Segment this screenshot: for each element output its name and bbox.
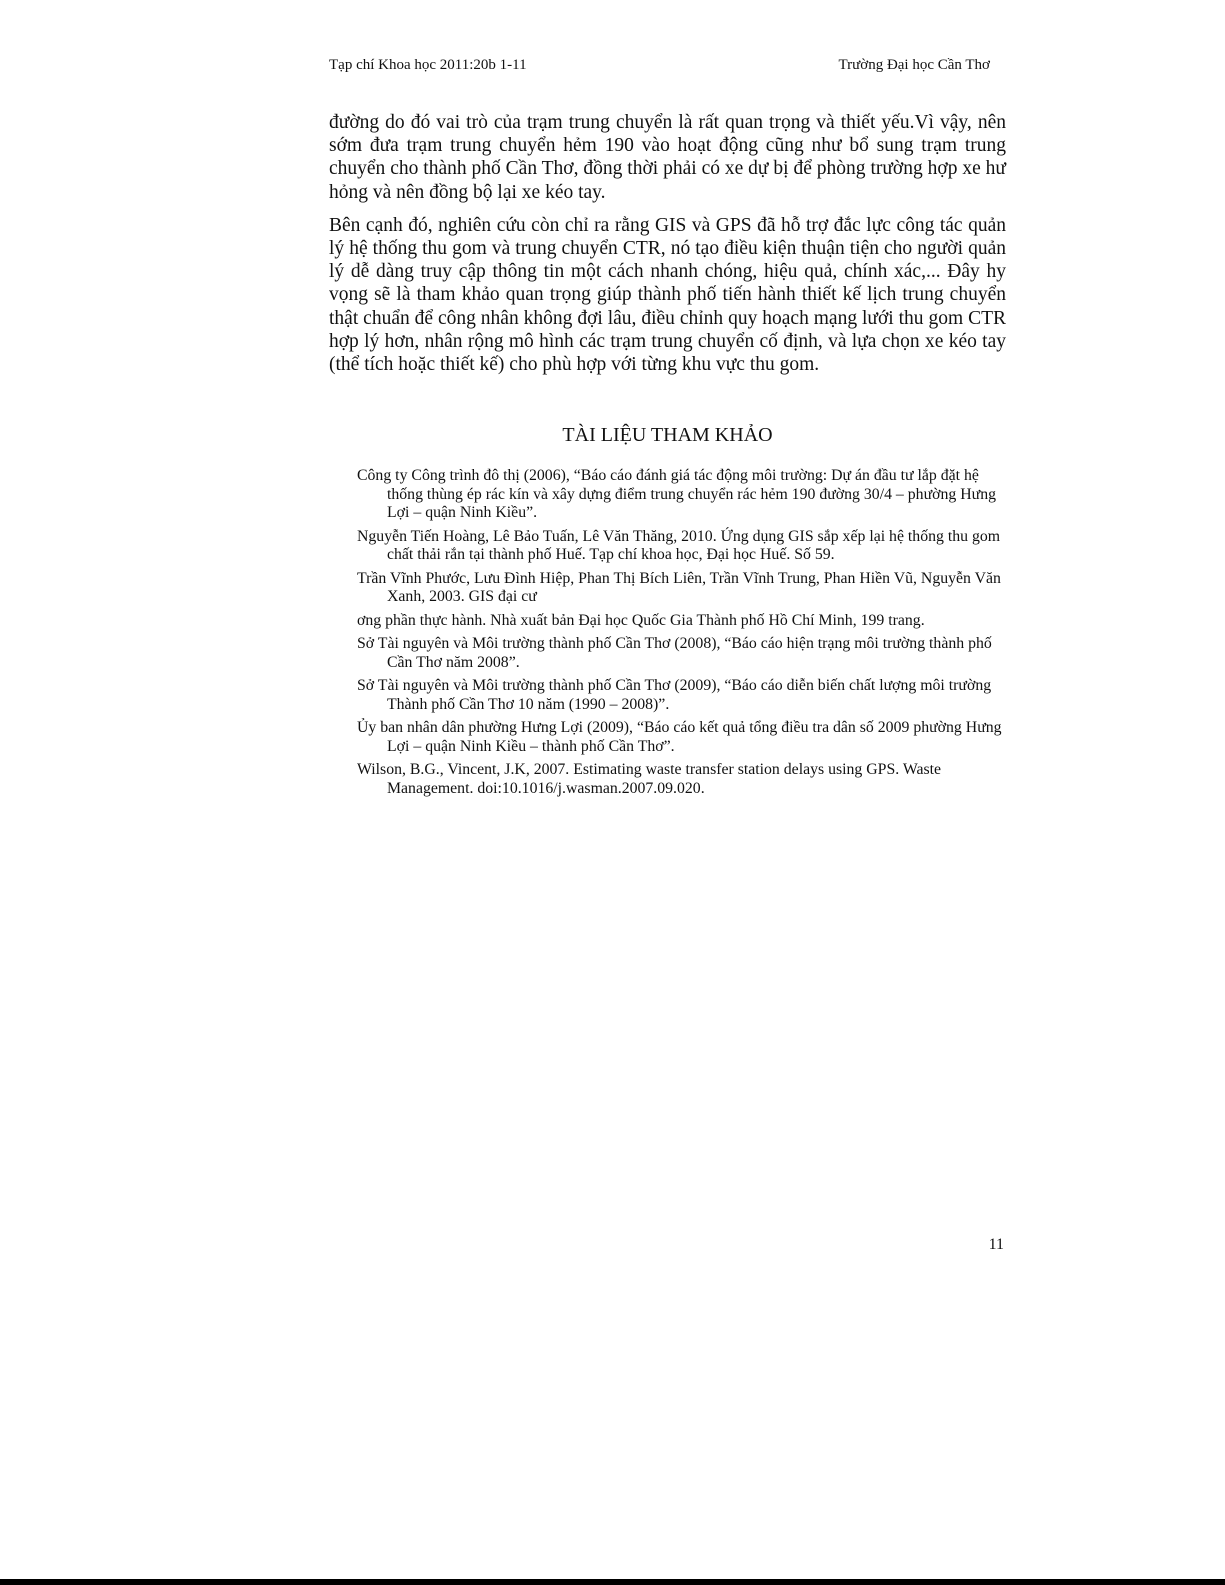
institution-name: Trường Đại học Cần Thơ [838,57,990,73]
page-number: 11 [988,1236,1004,1253]
reference-item: Wilson, B.G., Vincent, J.K, 2007. Estimating waste transfer station delays using GPS. Waste Management. doi:10.1016/j.wasman.2007.09.020. [357,761,942,797]
reference-item: Sở Tài nguyên và Môi trường thành phố Cần Thơ (2009), “Báo cáo diễn biến chất lượng môi trường Thành phố Cần Thơ 10 năm (1990 – 2008)”. [357,677,992,713]
reference-item: Công ty Công trình đô thị (2006), “Báo cáo đánh giá tác động môi trường: Dự án đầu tư lắp đặt hệ thống thùng ép rác kín và xây dựng điểm trung chuyển rác hẻm 190 đường 30/4 – phường Hưng Lợi – quận Ninh Kiều”. [357,467,996,521]
reference-item: Nguyễn Tiến Hoàng, Lê Bảo Tuấn, Lê Văn Thăng, 2010. Ứng dụng GIS sắp xếp lại hệ thống thu gom chất thải rắn tại thành phố Huế. Tạp chí khoa học, Đại học Huế. Số 59. [357,527,1001,563]
reference-item: Sở Tài nguyên và Môi trường thành phố Cần Thơ (2008), “Báo cáo hiện trạng môi trường thành phố Cần Thơ năm 2008”. [357,635,992,671]
bottom-rule [0,1579,1225,1585]
body-text [329,111,1006,386]
references-list [357,467,1007,803]
body-paragraph: đường do đó vai trò của trạm trung chuyển là rất quan trọng và thiết yếu.Vì vậy, nên sớm đưa trạm trung chuyển hẻm 190 vào hoạt động cũng như bổ sung trạm trung chuyển cho thành phố Cần Thơ, đồng thời phải có xe dự bị để phòng trường hợp xe hư hỏng và nên đồng bộ lại xe kéo tay. [329,112,1006,203]
references-heading: TÀI LIỆU THAM KHẢO [562,424,773,446]
body-paragraph: Bên cạnh đó, nghiên cứu còn chỉ ra rằng GIS và GPS đã hỗ trợ đắc lực công tác quản lý hệ thống thu gom và trung chuyển CTR, nó tạo điều kiện thuận tiện cho người quản lý dễ dàng truy cập thông tin một cách nhanh chóng, hiệu quả, chính xác,... Đây hy vọng sẽ là tham khảo quan trọng giúp thành phố tiến hành thiết kế lịch trung chuyển thật chuẩn để công nhân không đợi lâu, điều chỉnh quy hoạch mạng lưới thu gom CTR hợp lý hơn, nhân rộng mô hình các trạm trung chuyển cố định, và lựa chọn xe kéo tay (thể tích hoặc thiết kế) cho phù hợp với từng khu vực thu gom. [329,214,1006,376]
reference-item: Trần Vĩnh Phước, Lưu Đình Hiệp, Phan Thị Bích Liên, Trần Vĩnh Trung, Phan Hiền Vũ, Nguyễn Văn Xanh, 2003. GIS đại cư [357,569,1001,605]
reference-item: ơng phần thực hành. Nhà xuất bản Đại học Quốc Gia Thành phố Hồ Chí Minh, 199 trang. [357,611,925,629]
journal-citation: Tạp chí Khoa học 2011:20b 1-11 [329,57,527,73]
reference-item: Ủy ban nhân dân phường Hưng Lợi (2009), “Báo cáo kết quả tổng điều tra dân số 2009 phường Hưng Lợi – quận Ninh Kiều – thành phố Cần Thơ”. [357,719,1002,755]
